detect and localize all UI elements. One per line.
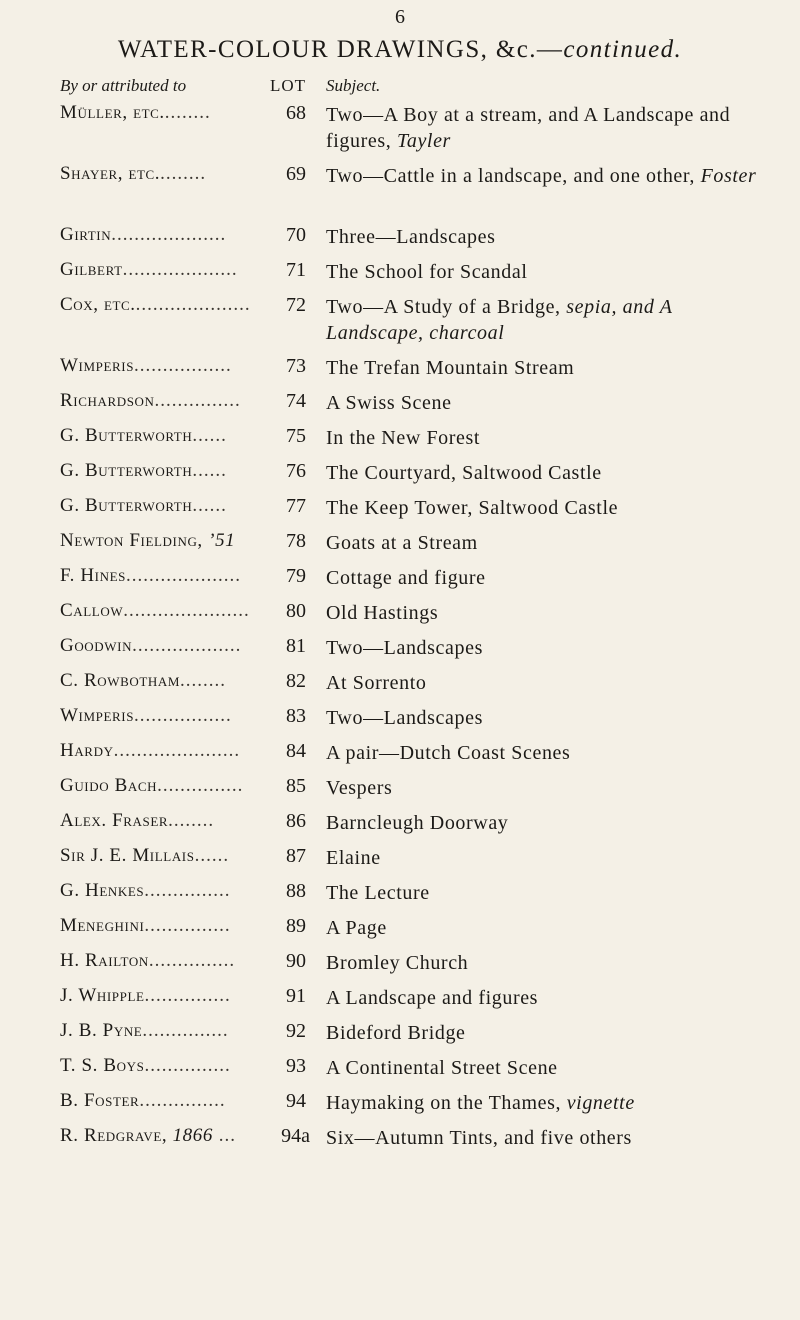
artist-cell (60, 224, 258, 246)
artist-name: Goodwin (60, 635, 133, 656)
artist-name: J. Whipple (60, 985, 145, 1006)
subject-text: A Page (326, 917, 387, 939)
catalogue-row (0, 351, 800, 386)
artist-name: Cox, etc. (60, 294, 136, 315)
artist-name: Wimperis (60, 705, 135, 726)
catalogue-row (0, 806, 800, 841)
page-number: 6 (395, 6, 405, 28)
lot-number: 76 (286, 460, 306, 482)
subject-text: Vespers (326, 777, 393, 799)
lot-number: 70 (286, 224, 306, 246)
artist-name: G. Henkes (60, 880, 145, 901)
leader-dots: ... (212, 1125, 236, 1146)
artist-name: Shayer, etc. (60, 163, 161, 184)
leader-dots: ............... (144, 915, 231, 936)
leader-dots: ........ (168, 810, 215, 831)
artist-cell (60, 294, 258, 316)
artist-name: Hardy (60, 740, 114, 761)
artist-year: 1866 (172, 1125, 213, 1146)
artist-year: ’51 (208, 530, 236, 551)
artist-name: Gilbert (60, 259, 123, 280)
subject-text: Barncleugh Doorway (326, 812, 509, 834)
lot-number: 83 (286, 705, 306, 727)
catalogue-row (0, 255, 800, 290)
lot-number: 91 (286, 985, 306, 1007)
leader-dots: ................. (134, 355, 232, 376)
catalogue-row (0, 701, 800, 736)
subject-cell (326, 845, 766, 871)
catalogue-row (0, 911, 800, 946)
artist-name: Alex. Fraser (60, 810, 169, 831)
subject-cell (326, 390, 766, 416)
artist-cell (60, 600, 258, 622)
catalogue-row (0, 491, 800, 526)
subject-cell (326, 775, 766, 801)
subject-text: The School for Scandal (326, 261, 528, 283)
leader-dots: ............... (142, 1020, 229, 1041)
artist-cell (60, 1020, 258, 1042)
subject-text: Elaine (326, 847, 381, 869)
leader-dots: .................... (111, 224, 227, 245)
catalogue-row (0, 1016, 800, 1051)
subject-text: In the New Forest (326, 427, 481, 449)
artist-name: Wimperis (60, 355, 135, 376)
leader-dots: ...... (194, 845, 230, 866)
lot-number: 85 (286, 775, 306, 797)
lot-number: 72 (286, 294, 306, 316)
subject-cell (326, 1055, 766, 1081)
leader-dots: .................... (135, 294, 251, 315)
artist-cell (60, 880, 258, 902)
subject-text: A Swiss Scene (326, 392, 452, 414)
subject-text: The Courtyard, Saltwood Castle (326, 462, 602, 484)
subject-text: The Lecture (326, 882, 430, 904)
subject-cell (326, 355, 766, 381)
artist-name: G. Butterworth (60, 460, 193, 481)
subject-text: A Landscape and figures (326, 987, 539, 1009)
artist-name: Callow (60, 600, 124, 621)
artist-cell (60, 740, 258, 762)
subject-cell (326, 635, 766, 661)
artist-name: C. Rowbotham (60, 670, 181, 691)
subject-text: Two—Cattle in a landscape, and one other, (326, 165, 695, 187)
subject-text: At Sorrento (326, 672, 427, 694)
leader-dots: ............... (144, 985, 231, 1006)
subject-text: Haymaking on the Thames, (326, 1092, 562, 1114)
catalogue-row (0, 98, 800, 159)
subject-cell (326, 294, 766, 346)
subject-cell (326, 740, 766, 766)
subject-cell (326, 425, 766, 451)
subject-header: Subject. (326, 76, 381, 95)
subject-text: Two—A Study of a Bridge, (326, 296, 561, 318)
leader-dots: ...................... (113, 740, 241, 761)
artist-name: Meneghini (60, 915, 145, 936)
title-continued: continued. (563, 36, 683, 63)
catalogue-row (0, 771, 800, 806)
lot-number: 69 (286, 163, 306, 185)
catalogue-row (0, 876, 800, 911)
catalogue-row (0, 981, 800, 1016)
artist-name: G. Butterworth (60, 425, 193, 446)
catalogue-row (0, 946, 800, 981)
lot-number: 93 (286, 1055, 306, 1077)
leader-dots: ........ (180, 670, 227, 691)
artist-cell (60, 915, 258, 937)
lot-number: 68 (286, 102, 306, 124)
subject-text: Cottage and figure (326, 567, 486, 589)
catalogue-list (0, 98, 800, 1156)
lot-number: 73 (286, 355, 306, 377)
leader-dots: ............... (148, 950, 236, 971)
lot-number: 94 (286, 1090, 306, 1112)
artist-name: R. Redgrave, (60, 1125, 173, 1146)
leader-dots: ...................... (123, 600, 250, 621)
page-title (0, 36, 800, 64)
leader-dots: ................... (132, 635, 242, 656)
artist-name: H. Railton (60, 950, 149, 971)
artist-name: G. Butterworth (60, 495, 193, 516)
subject-cell (326, 950, 766, 976)
artist-cell (60, 495, 258, 517)
artist-cell (60, 810, 258, 832)
artist-cell (60, 1090, 258, 1112)
leader-dots: ...... (192, 495, 227, 516)
catalogue-row (0, 1086, 800, 1121)
subject-cell (326, 495, 766, 521)
lot-number: 71 (286, 259, 306, 281)
artist-cell (60, 705, 258, 727)
subject-text: Bromley Church (326, 952, 469, 974)
subject-cell (326, 985, 766, 1011)
catalogue-row (0, 290, 800, 351)
lot-number: 92 (286, 1020, 306, 1042)
subject-text: Two—A Boy at a stream, and A Landscape and figures, (326, 104, 731, 152)
artist-name: Newton Fielding, (60, 530, 209, 551)
catalogue-row (0, 1121, 800, 1156)
subject-text: Three—Landscapes (326, 226, 496, 248)
lot-number: 74 (286, 390, 306, 412)
subject-note: vignette (566, 1092, 635, 1114)
catalogue-row (0, 841, 800, 876)
lot-number: 88 (286, 880, 306, 902)
artist-cell (60, 565, 258, 587)
subject-cell (326, 1020, 766, 1046)
lot-number: 77 (286, 495, 306, 517)
leader-dots: ............... (154, 390, 241, 411)
subject-cell (326, 705, 766, 731)
artist-cell (60, 259, 258, 281)
subject-cell (326, 224, 766, 250)
artist-name: Girtin (60, 224, 112, 245)
artist-name: J. B. Pyne (60, 1020, 143, 1041)
subject-text: The Trefan Mountain Stream (326, 357, 575, 379)
catalogue-row (0, 1051, 800, 1086)
leader-dots: ................. (134, 705, 232, 726)
lot-number: 94a (281, 1125, 310, 1147)
artist-cell (60, 845, 258, 867)
lot-number: 79 (286, 565, 306, 587)
subject-note: Tayler (396, 130, 451, 152)
subject-text: Two—Landscapes (326, 707, 483, 729)
artist-cell (60, 460, 258, 482)
subject-text: A pair—Dutch Coast Scenes (326, 742, 571, 764)
attribution-header: By or attributed to (60, 76, 187, 95)
subject-cell (326, 880, 766, 906)
artist-name: Guido Bach (60, 775, 158, 796)
catalogue-row (0, 666, 800, 701)
lot-number: 86 (286, 810, 306, 832)
artist-cell (60, 635, 258, 657)
lot-number: 87 (286, 845, 306, 867)
artist-name: Müller, etc. (60, 102, 165, 123)
subject-cell (326, 1090, 766, 1116)
artist-cell (60, 775, 258, 797)
artist-name: T. S. Boys (60, 1055, 145, 1076)
leader-dots: ............... (157, 775, 244, 796)
subject-text: The Keep Tower, Saltwood Castle (326, 497, 619, 519)
subject-cell (326, 600, 766, 626)
lot-number: 82 (286, 670, 306, 692)
subject-note: sepia, and A Landscape, charcoal (326, 296, 673, 344)
subject-text: Goats at a Stream (326, 532, 478, 554)
subject-text: Two—Landscapes (326, 637, 483, 659)
catalogue-row (0, 596, 800, 631)
title-main: WATER-COLOUR DRAWINGS, &c.— (117, 36, 564, 63)
catalogue-row (0, 736, 800, 771)
subject-cell (326, 565, 766, 591)
lot-number: 81 (286, 635, 306, 657)
artist-cell (60, 950, 258, 972)
leader-dots: .................... (125, 565, 241, 586)
catalogue-row (0, 421, 800, 456)
artist-cell (60, 102, 258, 124)
subject-text: Old Hastings (326, 602, 439, 624)
leader-dots: ........ (164, 102, 211, 123)
leader-dots: ............... (144, 1055, 231, 1076)
artist-cell (60, 355, 258, 377)
catalogue-row (0, 386, 800, 421)
catalogue-row (0, 456, 800, 491)
artist-cell (60, 425, 258, 447)
catalogue-row (0, 159, 800, 220)
leader-dots: ............... (139, 1090, 226, 1111)
lot-header: LOT (269, 76, 306, 95)
subject-cell (326, 460, 766, 486)
leader-dots: ...... (192, 425, 227, 446)
artist-cell (60, 670, 258, 692)
artist-cell (60, 530, 258, 552)
lot-number: 75 (286, 425, 306, 447)
subject-cell (326, 102, 766, 154)
artist-name: Richardson (60, 390, 155, 411)
artist-cell (60, 390, 258, 412)
subject-cell (326, 915, 766, 941)
subject-text: Bideford Bridge (326, 1022, 466, 1044)
artist-name: F. Hines (60, 565, 126, 586)
artist-name: B. Foster (60, 1090, 140, 1111)
subject-note: Foster (700, 165, 757, 187)
lot-number: 78 (286, 530, 306, 552)
lot-number: 89 (286, 915, 306, 937)
subject-cell (326, 670, 766, 696)
lot-number: 90 (286, 950, 306, 972)
subject-text: A Continental Street Scene (326, 1057, 558, 1079)
leader-dots: .................... (122, 259, 238, 280)
lot-number: 84 (286, 740, 306, 762)
catalogue-row (0, 220, 800, 255)
lot-number: 80 (286, 600, 306, 622)
catalogue-row (0, 631, 800, 666)
catalogue-row (0, 526, 800, 561)
subject-cell (326, 530, 766, 556)
subject-cell (326, 163, 766, 189)
artist-cell (60, 1125, 258, 1147)
subject-cell (326, 259, 766, 285)
leader-dots: ........ (160, 163, 207, 184)
subject-cell (326, 1125, 766, 1151)
leader-dots: ............... (144, 880, 231, 901)
artist-name: Sir J. E. Millais (60, 845, 195, 866)
artist-cell (60, 163, 258, 185)
artist-cell (60, 985, 258, 1007)
catalogue-row (0, 561, 800, 596)
leader-dots: ...... (192, 460, 227, 481)
artist-cell (60, 1055, 258, 1077)
subject-cell (326, 810, 766, 836)
subject-text: Six—Autumn Tints, and five others (326, 1127, 632, 1149)
